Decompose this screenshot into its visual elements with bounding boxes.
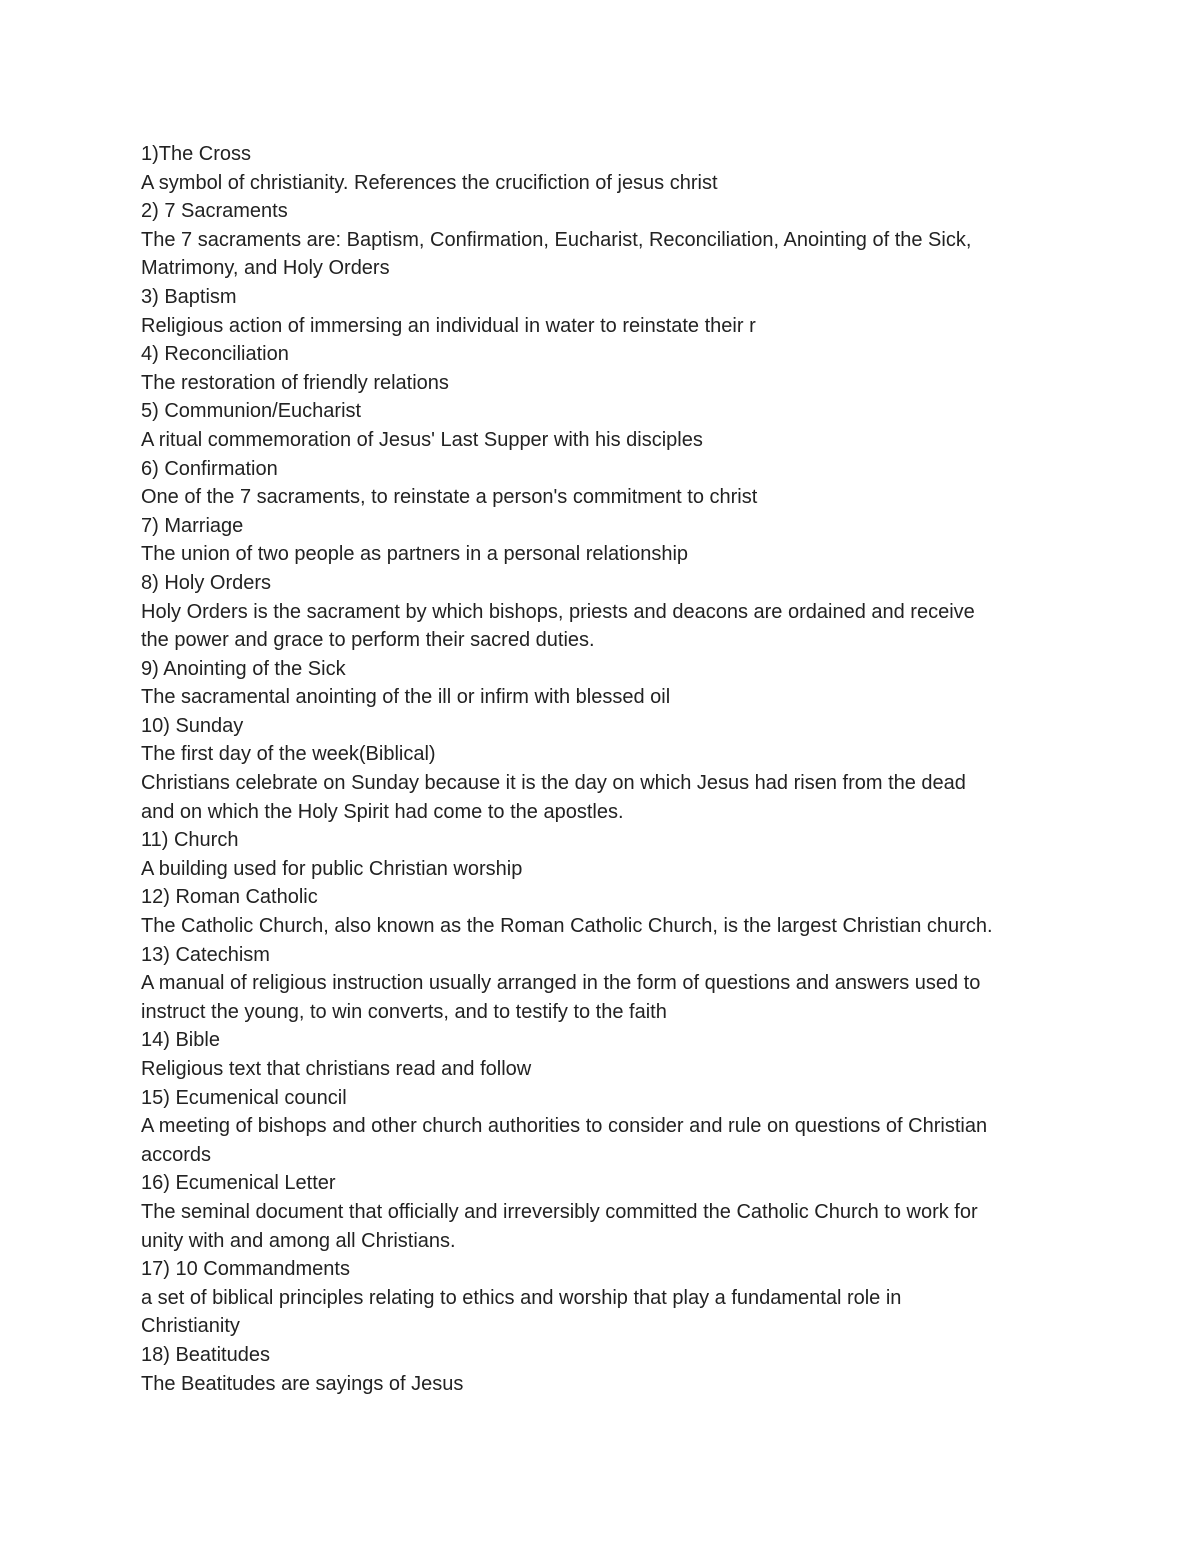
term-heading: 18) Beatitudes	[141, 1343, 270, 1366]
term-definition: The restoration of friendly relations	[141, 371, 449, 394]
term-definition: A ritual commemoration of Jesus' Last Supper with his disciples	[141, 428, 703, 451]
term-heading: 13) Catechism	[141, 943, 270, 966]
term-definition: A manual of religious instruction usually arranged in the form of questions and answers used to	[141, 972, 981, 995]
term-heading: 1)The Cross	[141, 143, 252, 165]
term-heading: 2) 7 Sacraments	[141, 200, 288, 223]
term-definition: Holy Orders is the sacrament by which bishops, priests and deacons are ordained and receive	[141, 600, 975, 623]
term-definition: Christianity	[141, 1315, 240, 1338]
term-heading: 16) Ecumenical Letter	[141, 1172, 336, 1195]
term-definition: a set of biblical principles relating to ethics and worship that play a fundamental role in	[141, 1286, 902, 1309]
term-definition: instruct the young, to win converts, and to testify to the faith	[141, 1000, 667, 1023]
term-definition: Christians celebrate on Sunday because it is the day on which Jesus had risen from the dead	[141, 772, 966, 795]
term-definition: The 7 sacraments are: Baptism, Confirmation, Eucharist, Reconciliation, Anointing of the Sick,	[141, 228, 972, 251]
term-definition: unity with and among all Christians.	[141, 1229, 456, 1252]
term-heading: 5) Communion/Eucharist	[141, 400, 362, 423]
term-heading: 7) Marriage	[141, 514, 244, 537]
term-heading: 15) Ecumenical council	[141, 1086, 347, 1109]
term-definition: accords	[141, 1143, 212, 1166]
term-definition: The first day of the week(Biblical)	[141, 743, 436, 766]
term-definition: The Catholic Church, also known as the Roman Catholic Church, is the largest Christian church.	[141, 915, 993, 938]
term-definition: Religious action of immersing an individual in water to reinstate their r	[141, 314, 756, 337]
term-heading: 6) Confirmation	[141, 457, 278, 480]
term-definition: One of the 7 sacraments, to reinstate a person's commitment to christ	[141, 486, 758, 509]
term-definition: Matrimony, and Holy Orders	[141, 257, 390, 280]
term-definition: A symbol of christianity. References the crucifiction of jesus christ	[141, 171, 718, 194]
term-definition: The seminal document that officially and irreversibly committed the Catholic Church to work for	[141, 1200, 978, 1223]
term-definition: Religious text that christians read and follow	[141, 1058, 532, 1080]
term-heading: 10) Sunday	[141, 714, 244, 737]
term-definition: A meeting of bishops and other church authorities to consider and rule on questions of Christian	[141, 1115, 988, 1138]
term-heading: 12) Roman Catholic	[141, 886, 318, 909]
term-heading: 11) Church	[141, 829, 239, 852]
document-body	[141, 140, 1071, 1398]
term-heading: 8) Holy Orders	[141, 571, 272, 594]
term-heading: 9) Anointing of the Sick	[141, 657, 346, 680]
term-definition: the power and grace to perform their sacred duties.	[141, 629, 595, 652]
term-definition: A building used for public Christian worship	[141, 857, 523, 880]
term-definition: and on which the Holy Spirit had come to the apostles.	[141, 800, 624, 823]
term-definition: The sacramental anointing of the ill or infirm with blessed oil	[141, 686, 671, 709]
term-definition: The union of two people as partners in a personal relationship	[141, 543, 689, 566]
term-heading: 14) Bible	[141, 1029, 220, 1052]
term-heading: 4) Reconciliation	[141, 343, 289, 366]
term-heading: 17) 10 Commandments	[141, 1258, 350, 1281]
term-definition: The Beatitudes are sayings of Jesus	[141, 1372, 464, 1395]
term-heading: 3) Baptism	[141, 285, 237, 308]
